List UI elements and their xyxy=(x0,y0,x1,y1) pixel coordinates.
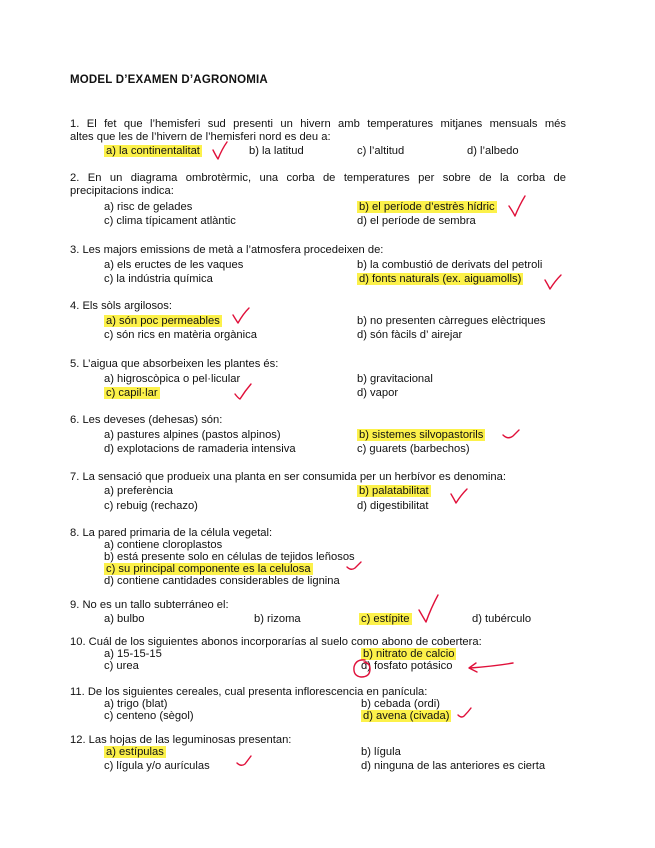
question-6-option-a: a) pastures alpines (pastos alpinos) xyxy=(104,429,281,441)
question-10-option-b: b) nitrato de calcio xyxy=(363,648,455,660)
question-5-option-c: c) capil·lar xyxy=(106,387,158,399)
question-1-text-line-1: 1. El fet que l’hemisferi sud presenti un hivern amb temperatures mitjanes mensuals més xyxy=(70,118,566,130)
exam-title: MODEL D’EXAMEN D’AGRONOMIA xyxy=(70,74,268,86)
question-5-option-d: d) vapor xyxy=(357,387,399,399)
question-8-option-a: a) contiene cloroplastos xyxy=(104,539,223,551)
checkmark-icon xyxy=(456,706,474,722)
question-7-option-b: b) palatabilitat xyxy=(359,485,429,497)
question-11-option-b: b) cebada (ordi) xyxy=(361,698,440,710)
question-4-option-a: a) són poc permeables xyxy=(106,315,220,327)
question-11-option-c: c) centeno (sègol) xyxy=(104,710,194,722)
question-3-option-c: c) la indústria química xyxy=(104,273,213,285)
question-3-option-b: b) la combustió de derivats del petroli xyxy=(357,259,543,271)
question-5-option-b: b) gravitacional xyxy=(357,373,433,385)
question-1-option-d: d) l’albedo xyxy=(467,145,519,157)
question-9-text: 9. No es un tallo subterráneo el: xyxy=(70,599,229,611)
question-10-option-a: a) 15-15-15 xyxy=(104,648,162,660)
question-4-option-c: c) són rics en matèria orgànica xyxy=(104,329,257,341)
checkmark-icon xyxy=(230,306,252,326)
question-1-option-c: c) l’altitud xyxy=(357,145,405,157)
checkmark-icon xyxy=(542,272,564,292)
question-5-option-a: a) higroscòpica o pel·licular xyxy=(104,373,241,385)
arrow-left-icon xyxy=(466,658,516,674)
question-4-option-b: b) no presenten càrregues elèctriques xyxy=(357,315,546,327)
question-2-text-line-1: 2. En un diagrama ombrotèrmic, una corba de temperatures per sobre de la corba de xyxy=(70,172,566,184)
question-6-option-b: b) sistemes silvopastorils xyxy=(359,429,484,441)
question-9-option-c: c) estípite xyxy=(361,613,410,625)
question-12-text: 12. Las hojas de las leguminosas presentan: xyxy=(70,734,292,746)
question-8-option-c: c) su principal componente es la celulosa xyxy=(106,563,311,575)
checkmark-icon xyxy=(500,427,522,443)
question-6-text: 6. Les deveses (dehesas) són: xyxy=(70,414,223,426)
question-7-option-c: c) rebuig (rechazo) xyxy=(104,500,198,512)
question-11-option-d: d) avena (civada) xyxy=(363,710,450,722)
question-2-option-b: b) el període d’estrès hídric xyxy=(359,201,495,213)
question-7-option-d: d) digestibilitat xyxy=(357,500,429,512)
question-12-option-b: b) lígula xyxy=(361,746,401,758)
question-7-option-a: a) preferència xyxy=(104,485,174,497)
question-2-option-c: c) clima típicament atlàntic xyxy=(104,215,236,227)
question-3-text: 3. Les majors emissions de metà a l’atmosfera procedeixen de: xyxy=(70,244,384,256)
question-8-option-d: d) contiene cantidades considerables de lignina xyxy=(104,575,340,587)
question-6-option-d: c) guarets (barbechos) xyxy=(357,443,470,455)
question-5-text: 5. L’aigua que absorbeixen les plantes és: xyxy=(70,358,279,370)
question-10-option-d: d) fosfato potásico xyxy=(361,660,453,672)
question-1-text-line-2: altes que les de l’hivern de l’hemisferi nord es deu a: xyxy=(70,131,331,143)
question-3-option-a: a) els eructes de les vaques xyxy=(104,259,244,271)
question-4-text: 4. Els sòls argilosos: xyxy=(70,300,172,312)
question-4-option-d: d) són fàcils d’ airejar xyxy=(357,329,463,341)
question-9-option-a: a) bulbo xyxy=(104,613,145,625)
checkmark-icon xyxy=(234,754,254,770)
question-12-option-c: c) lígula y/o aurículas xyxy=(104,760,210,772)
question-10-text: 10. Cuál de los siguientes abonos incorporarías al suelo como abono de cobertera: xyxy=(70,636,482,648)
checkmark-icon xyxy=(416,592,442,626)
question-9-option-d: d) tubérculo xyxy=(472,613,532,625)
question-11-option-a: a) trigo (blat) xyxy=(104,698,168,710)
question-7-text: 7. La sensació que produeix una planta en ser consumida per un herbívor es denomina: xyxy=(70,471,506,483)
question-11-text: 11. De los siguientes cereales, cual presenta inflorescencia en panícula: xyxy=(70,686,428,698)
question-1-option-b: b) la latitud xyxy=(249,145,304,157)
question-12-option-a: a) estípulas xyxy=(106,746,164,758)
question-2-text-line-2: precipitacions indica: xyxy=(70,185,174,197)
question-1-option-a: a) la continentalitat xyxy=(106,145,200,157)
checkmark-icon xyxy=(448,486,470,506)
question-2-option-a: a) risc de gelades xyxy=(104,201,193,213)
question-9-option-b: b) rizoma xyxy=(254,613,301,625)
question-10-option-c: c) urea xyxy=(104,660,139,672)
question-6-option-c: d) explotacions de ramaderia intensiva xyxy=(104,443,296,455)
question-8-option-b: b) está presente solo en células de tejidos leñosos xyxy=(104,551,355,563)
checkmark-icon xyxy=(506,194,528,220)
question-2-option-d: d) el període de sembra xyxy=(357,215,476,227)
question-3-option-d: d) fonts naturals (ex. aiguamolls) xyxy=(359,273,522,285)
question-12-option-d: d) ninguna de las anteriores es cierta xyxy=(361,760,546,772)
question-8-text: 8. La pared primaria de la célula vegetal: xyxy=(70,527,273,539)
